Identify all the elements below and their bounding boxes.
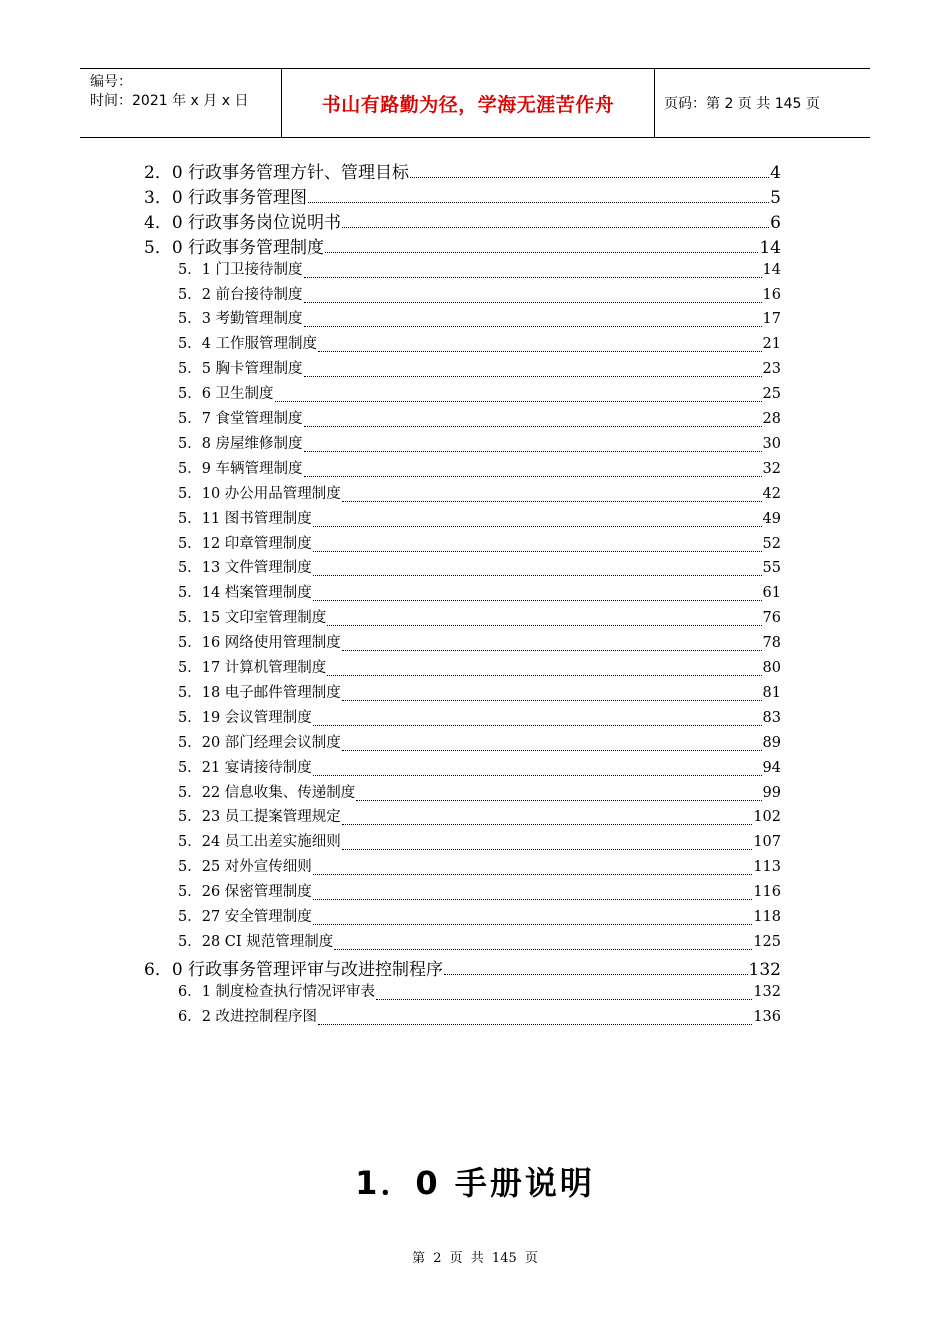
toc-dot-leader [313, 575, 762, 576]
toc-entry-title: 5．8 房屋维修制度 [178, 435, 303, 452]
toc-entry[interactable] [178, 1005, 781, 1030]
toc-entry[interactable] [178, 532, 781, 557]
toc-entry-title: 3．0 行政事务管理图 [144, 187, 308, 208]
toc-dot-leader [342, 227, 769, 228]
toc-entry-title: 5．22 信息收集、传递制度 [178, 784, 356, 801]
toc-entry-title: 5．25 对外宣传细则 [178, 859, 312, 876]
toc-dot-leader [410, 177, 769, 178]
toc-entry-page: 76 [762, 610, 781, 627]
toc-entry[interactable] [178, 930, 781, 955]
toc-entry[interactable] [178, 681, 781, 706]
toc-dot-leader [342, 650, 762, 651]
toc-dot-leader [275, 401, 762, 402]
toc-entry-page: 42 [762, 485, 781, 502]
toc-entry-page: 116 [753, 884, 781, 901]
toc-entry-title: 5．1 门卫接待制度 [178, 261, 303, 278]
toc-dot-leader [327, 675, 761, 676]
toc-dot-leader [308, 202, 769, 203]
section-title: 1．0 手册说明 [355, 1164, 595, 1202]
toc-entry-title: 5．10 办公用品管理制度 [178, 485, 341, 502]
toc-entry-page: 28 [762, 411, 781, 427]
toc-dot-leader [313, 725, 762, 726]
toc-entry-title: 5．21 宴请接待制度 [178, 759, 312, 776]
toc-entry[interactable] [178, 731, 781, 756]
toc-entry-page: 61 [762, 585, 781, 602]
toc-entry-title: 5．14 档案管理制度 [178, 585, 312, 602]
toc-entry-title: 5．11 图书管理制度 [178, 510, 312, 527]
toc-entry[interactable] [178, 756, 781, 781]
toc-entry-title: 5．19 会议管理制度 [178, 709, 312, 726]
toc-dot-leader [342, 824, 753, 825]
toc-entry[interactable] [178, 581, 781, 606]
number-label: 编号： [90, 74, 132, 90]
toc-dot-leader [313, 924, 753, 925]
toc-entry-title: 5．13 文件管理制度 [178, 560, 312, 577]
toc-entry[interactable] [178, 482, 781, 507]
header-page-info: 页码：第 2 页 共 145 页 [664, 96, 820, 112]
toc-entry-page: 94 [762, 759, 781, 776]
toc-entry[interactable] [178, 781, 781, 806]
toc-entry-page: 16 [762, 286, 781, 303]
toc-entry-page: 32 [762, 460, 781, 477]
toc-dot-leader [376, 999, 752, 1000]
toc-entry-title: 5．9 车辆管理制度 [178, 460, 303, 477]
toc-entry-title: 5．17 计算机管理制度 [178, 660, 327, 676]
toc-entry-title: 5．18 电子邮件管理制度 [178, 684, 341, 701]
toc-dot-leader [313, 874, 753, 875]
toc-entry-page: 102 [753, 809, 781, 826]
toc-entry-title: 5．23 员工提案管理规定 [178, 809, 341, 826]
toc-entry-title: 5．16 网络使用管理制度 [178, 635, 341, 652]
toc-entry-title: 6．2 改进控制程序图 [178, 1008, 318, 1025]
toc-entry[interactable] [178, 656, 781, 681]
toc-entry[interactable] [178, 830, 781, 855]
toc-entry-page: 132 [748, 959, 781, 980]
toc-entry[interactable] [178, 556, 781, 581]
toc-entry-page: 113 [753, 859, 781, 876]
toc-entry-title: 5．24 员工出差实施细则 [178, 834, 341, 851]
toc-entry-title: 5．5 胸卡管理制度 [178, 361, 303, 378]
toc-dot-leader [325, 252, 758, 253]
toc-entry-page: 78 [762, 635, 781, 652]
toc-dot-leader [313, 551, 762, 552]
toc-entry-page: 25 [762, 386, 781, 403]
page-footer: 第 2 页 共 145 页 [412, 1251, 538, 1266]
toc-entry-page: 4 [770, 163, 781, 183]
toc-entry[interactable] [178, 382, 781, 407]
toc-entry[interactable] [178, 307, 781, 332]
toc-dot-leader [304, 426, 762, 427]
toc-dot-leader [342, 700, 762, 701]
toc-entry[interactable] [178, 706, 781, 731]
toc-entry-page: 23 [762, 361, 781, 378]
toc-entry-page: 30 [762, 435, 781, 452]
toc-entry-title: 6．0 行政事务管理评审与改进控制程序 [144, 959, 444, 980]
toc-entry-title: 5．7 食堂管理制度 [178, 411, 303, 427]
toc-entry[interactable] [178, 905, 781, 930]
toc-dot-leader [304, 302, 762, 303]
toc-dot-leader [313, 600, 762, 601]
toc-dot-leader [356, 800, 761, 801]
toc-dot-leader [318, 1024, 752, 1025]
toc-entry-page: 52 [762, 535, 781, 552]
toc-entry-title: 5．6 卫生制度 [178, 386, 274, 403]
toc-entry-page: 14 [759, 237, 781, 258]
toc-entry-page: 14 [762, 261, 781, 278]
toc-entry-page: 55 [762, 560, 781, 577]
toc-entry[interactable] [178, 432, 781, 457]
toc-entry[interactable] [178, 805, 781, 830]
toc-entry[interactable] [178, 880, 781, 905]
toc-entry[interactable] [178, 855, 781, 880]
toc-entry-title: 5．28 CI 规范管理制度 [178, 933, 334, 950]
toc-dot-leader [318, 351, 761, 352]
toc-entry[interactable] [178, 606, 781, 631]
toc-dot-leader [304, 376, 762, 377]
toc-entry-title: 6．1 制度检查执行情况评审表 [178, 983, 376, 1000]
toc-entry[interactable] [178, 258, 781, 283]
toc-dot-leader [304, 476, 762, 477]
toc-entry-page: 21 [762, 336, 781, 353]
toc-entry[interactable] [144, 955, 781, 980]
date-label: 时间：2021 年 x 月 x 日 [90, 93, 249, 109]
toc-entry[interactable] [178, 980, 781, 1005]
toc-entry[interactable] [144, 158, 781, 183]
toc-dot-leader [313, 899, 753, 900]
toc-entry-title: 4．0 行政事务岗位说明书 [144, 212, 342, 233]
toc-entry[interactable] [178, 507, 781, 532]
toc-dot-leader [313, 526, 762, 527]
toc-entry-page: 6 [770, 212, 781, 233]
toc-dot-leader [342, 849, 753, 850]
toc-entry-title: 5．12 印章管理制度 [178, 535, 312, 552]
toc-entry[interactable] [144, 183, 781, 208]
toc-entry-title: 5．27 安全管理制度 [178, 909, 312, 925]
header-motto: 书山有路勤为径，学海无涯苦作舟 [321, 93, 615, 116]
toc-entry-title: 5．4 工作服管理制度 [178, 336, 318, 353]
toc-entry[interactable] [178, 407, 781, 432]
toc-entry[interactable] [178, 283, 781, 308]
toc-dot-leader [304, 451, 762, 452]
toc-entry-page: 80 [762, 660, 781, 676]
document-header [80, 68, 870, 138]
toc-dot-leader [313, 775, 762, 776]
toc-entry-page: 89 [762, 734, 781, 751]
toc-entry-page: 99 [762, 784, 781, 801]
toc-entry-title: 5．3 考勤管理制度 [178, 311, 303, 328]
toc-entry-page: 107 [753, 834, 781, 851]
toc-entry-page: 125 [753, 933, 781, 950]
toc-entry-title: 5．26 保密管理制度 [178, 884, 312, 901]
toc-entry[interactable] [144, 208, 781, 233]
toc-dot-leader [342, 501, 762, 502]
toc-dot-leader [334, 949, 752, 950]
toc-entry[interactable] [178, 357, 781, 382]
toc-dot-leader [304, 326, 762, 327]
toc-entry-title: 2．0 行政事务管理方针、管理目标 [144, 163, 410, 183]
toc-dot-leader [304, 277, 762, 278]
toc-entry-page: 81 [762, 684, 781, 701]
toc-entry-page: 132 [753, 983, 781, 1000]
toc-entry-page: 136 [753, 1008, 781, 1025]
toc-entry-page: 118 [753, 909, 781, 925]
toc-dot-leader [327, 625, 761, 626]
toc-entry-page: 49 [762, 510, 781, 527]
toc-dot-leader [342, 750, 762, 751]
toc-entry[interactable] [178, 631, 781, 656]
toc-entry[interactable] [144, 233, 781, 258]
toc-entry-title: 5．2 前台接待制度 [178, 286, 303, 303]
header-divider [654, 69, 655, 137]
toc-entry-title: 5．15 文印室管理制度 [178, 610, 327, 627]
toc-entry-page: 17 [762, 311, 781, 328]
toc-entry-title: 5．20 部门经理会议制度 [178, 734, 341, 751]
header-meta [90, 73, 280, 111]
toc-entry[interactable] [178, 457, 781, 482]
toc-entry-title: 5．0 行政事务管理制度 [144, 237, 325, 258]
toc-entry[interactable] [178, 332, 781, 357]
toc-entry-page: 5 [770, 187, 781, 208]
toc-entry-page: 83 [762, 709, 781, 726]
toc-dot-leader [444, 974, 748, 975]
